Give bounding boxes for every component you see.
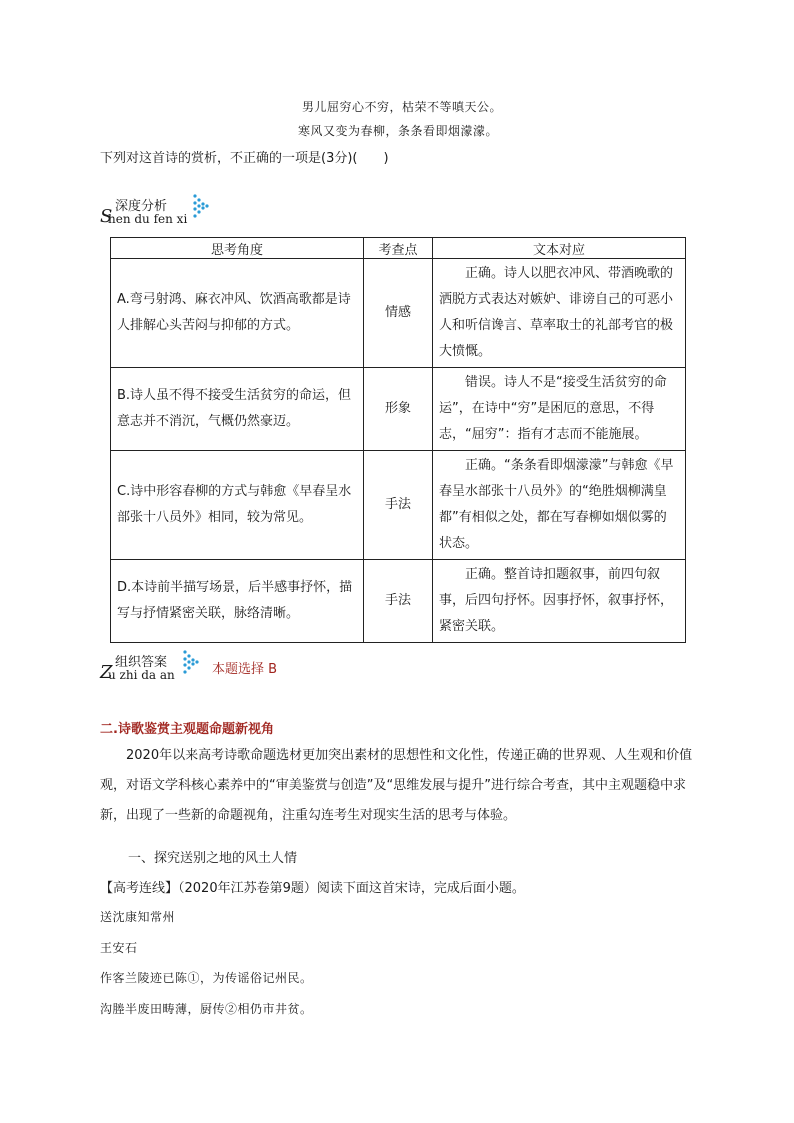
analysis-tag — [100, 195, 220, 231]
row-point: 情感 — [364, 259, 433, 368]
header-angle: 思考角度 — [111, 238, 364, 259]
chevron-arrow-icon — [182, 649, 200, 675]
table-row — [111, 259, 686, 368]
row-angle: D.本诗前半描写场景，后半感事抒怀，描写与抒情紧密关联，脉络清晰。 — [111, 560, 364, 643]
poem2-line-1: 作客兰陵迹已陈①，为传谣俗记州民。 — [100, 971, 313, 985]
link-line — [100, 877, 525, 896]
poem2-author: 王安石 — [100, 941, 138, 955]
header-text: 文本对应 — [433, 238, 686, 259]
row-text: 正确。“条条看即烟濛濛”与韩愈《早春呈水部张十八员外》的“绝胜烟柳满皇都”有相似之处，都在写春柳如烟似雾的状态。 — [433, 451, 686, 560]
poem2-line-2: 沟塍半废田畴薄，厨传②相仍市井贫。 — [100, 1002, 313, 1016]
row-point: 形象 — [364, 368, 433, 451]
analysis-tag-title: 深度分析 — [115, 199, 168, 214]
subheading: 一、探究送别之地的风土人情 — [128, 851, 298, 866]
poem2-title: 送沈康知常州 — [100, 910, 176, 924]
intro-paragraph: 2020年以来高考诗歌命题选材更加突出素材的思想性和文化性，传递正确的世界观、人生观和价值观，对语文学科核心素养中的“审美鉴赏与创造”及“思维发展与提升”进行综合考查，其中主观题稳中求新，出现了一些新的命题视角，注重勾连考生对现实生活的思考与体验。 — [100, 748, 693, 823]
answer-tag-pinyin: u zhi da an — [108, 668, 175, 682]
answer-tag-cap: Z — [100, 662, 113, 683]
row-angle: B.诗人虽不得不接受生活贫穷的命运，但意志并不消沉，气概仍然豪迈。 — [111, 368, 364, 451]
analysis-table — [110, 237, 686, 643]
analysis-tag-cap: S — [100, 206, 113, 227]
row-text: 正确。诗人以肥衣冲风、带酒晚歌的洒脱方式表达对嫉妒、诽谤自己的可恶小人和听信谗言、草率取士的礼部考官的极大愤慨。 — [433, 259, 686, 368]
chevron-arrow-icon — [192, 193, 210, 219]
analysis-tag-pinyin: hen du fen xi — [108, 212, 188, 226]
table-header-row — [111, 238, 686, 259]
header-point: 考查点 — [364, 238, 433, 259]
table-row — [111, 368, 686, 451]
table-row — [111, 560, 686, 643]
answer-tag-title: 组织答案 — [115, 655, 168, 670]
section-heading: 二.诗歌鉴赏主观题命题新视角 — [100, 722, 274, 737]
row-angle: C.诗中形容春柳的方式与韩愈《早春呈水部张十八员外》相同，较为常见。 — [111, 451, 364, 560]
poem-line-2: 寒风又变为春柳，条条看即烟濛濛。 — [298, 124, 499, 138]
answer-text: 本题选择 B — [212, 662, 278, 677]
link-label: 【高考连线】 — [100, 881, 179, 896]
link-text: （2020年江苏卷第9题）阅读下面这首宋诗，完成后面小题。 — [178, 881, 525, 896]
row-angle: A.弯弓射鸿、麻衣冲风、饮酒高歌都是诗人排解心头苦闷与抑郁的方式。 — [111, 259, 364, 368]
row-text: 错误。诗人不是“接受生活贫穷的命运”，在诗中“穷”是困厄的意思，不得志，“屈穷”：指有才志而不能施展。 — [433, 368, 686, 451]
row-point: 手法 — [364, 560, 433, 643]
row-point: 手法 — [364, 451, 433, 560]
answer-tag — [100, 651, 220, 687]
poem-line-1: 男儿屈穷心不穷，枯荣不等嗔天公。 — [302, 100, 503, 114]
question-text: 下列对这首诗的赏析，不正确的一项是(3分)( ) — [100, 151, 389, 166]
row-text: 正确。整首诗扣题叙事，前四句叙事，后四句抒怀。因事抒怀，叙事抒怀，紧密关联。 — [433, 560, 686, 643]
table-row — [111, 451, 686, 560]
